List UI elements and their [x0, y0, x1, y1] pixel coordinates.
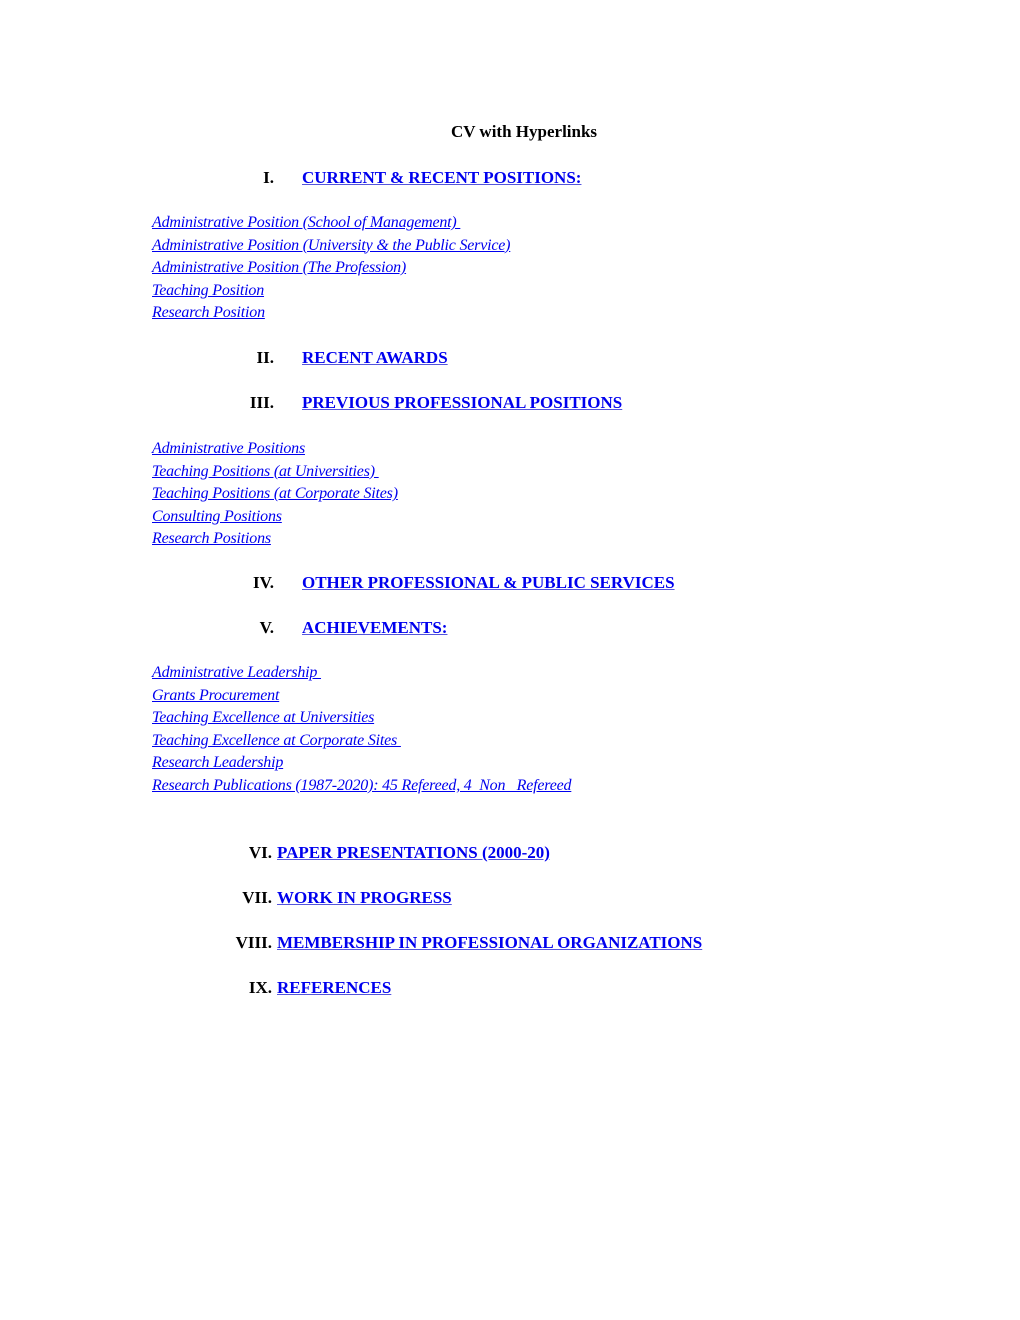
link-consulting-positions[interactable]: Consulting Positions: [152, 507, 282, 525]
link-research-leadership[interactable]: Research Leadership: [152, 754, 284, 772]
section-numeral: V.: [259, 618, 274, 637]
current-positions-links: [152, 212, 510, 325]
link-teaching-excellence-corporate[interactable]: Teaching Excellence at Corporate Sites: [152, 731, 401, 749]
link-research-position[interactable]: Research Position: [152, 304, 265, 322]
document-title: CV with Hyperlinks: [450, 122, 598, 141]
link-research-positions[interactable]: Research Positions: [152, 530, 271, 548]
section-numeral: VIII.: [235, 933, 272, 952]
link-teaching-positions-universities[interactable]: Teaching Positions (at Universities): [152, 462, 379, 480]
section-numeral: VI.: [248, 843, 272, 862]
link-current-recent-positions[interactable]: CURRENT & RECENT POSITIONS:: [302, 168, 582, 187]
link-previous-professional-positions[interactable]: PREVIOUS PROFESSIONAL POSITIONS: [302, 393, 623, 412]
link-research-publications[interactable]: Research Publications (1987-2020): 45 Refereed, 4 Non Refereed: [152, 776, 572, 794]
link-admin-position-school[interactable]: Administrative Position (School of Management): [152, 214, 461, 231]
link-teaching-position[interactable]: Teaching Position: [152, 281, 265, 299]
section-numeral: IX.: [248, 978, 272, 997]
link-teaching-excellence-universities[interactable]: Teaching Excellence at Universities: [152, 709, 375, 727]
previous-positions-links: [152, 438, 398, 551]
link-other-professional-public-services[interactable]: OTHER PROFESSIONAL & PUBLIC SERVICES: [302, 573, 675, 592]
section-numeral: VII.: [242, 888, 272, 907]
section-numeral: II.: [256, 348, 274, 367]
section-numeral: I.: [263, 168, 274, 187]
link-references[interactable]: REFERENCES: [277, 978, 392, 997]
link-grants-procurement[interactable]: Grants Procurement: [152, 686, 280, 704]
link-recent-awards[interactable]: RECENT AWARDS: [302, 348, 448, 367]
link-administrative-leadership[interactable]: Administrative Leadership: [152, 664, 322, 681]
section-numeral: IV.: [253, 573, 274, 592]
link-paper-presentations[interactable]: PAPER PRESENTATIONS (2000-20): [277, 843, 550, 862]
link-membership-professional-organizations[interactable]: MEMBERSHIP IN PROFESSIONAL ORGANIZATIONS: [277, 933, 703, 952]
link-admin-position-profession[interactable]: Administrative Position (The Profession): [152, 259, 407, 277]
link-administrative-positions[interactable]: Administrative Positions: [152, 440, 305, 457]
link-achievements[interactable]: ACHIEVEMENTS:: [302, 618, 448, 637]
link-admin-position-university[interactable]: Administrative Position (University & the Public Service): [152, 236, 511, 254]
link-teaching-positions-corporate[interactable]: Teaching Positions (at Corporate Sites): [152, 485, 398, 503]
section-numeral: III.: [249, 393, 274, 412]
link-work-in-progress[interactable]: WORK IN PROGRESS: [277, 888, 452, 907]
achievements-links: [152, 662, 571, 798]
